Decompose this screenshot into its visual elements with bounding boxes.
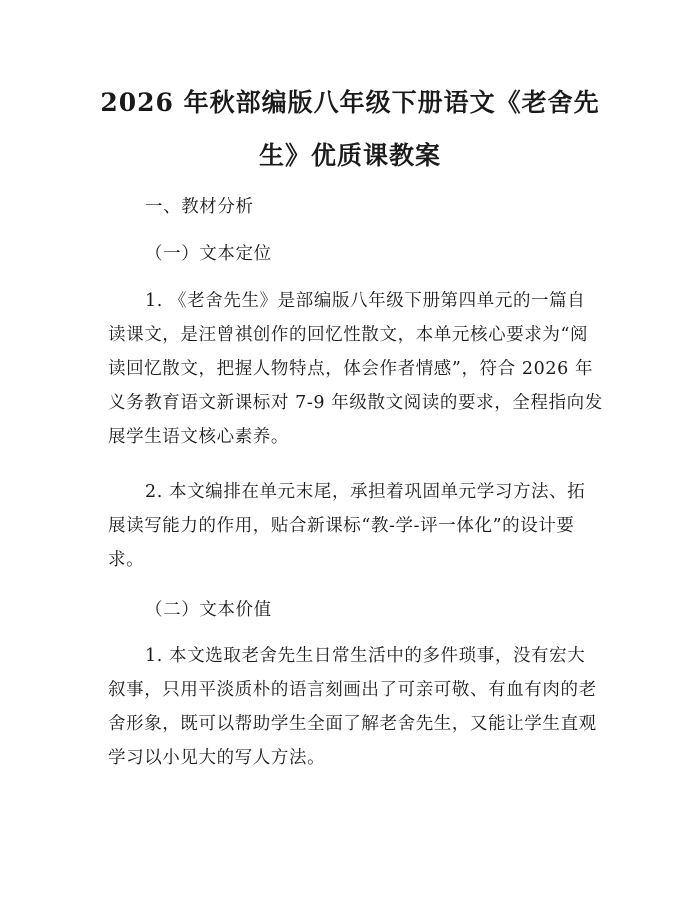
- paragraph-line: 1. 本文选取老舍先生日常生活中的多件琐事，没有宏大: [145, 646, 586, 666]
- paragraph-line: 2. 本文编排在单元末尾，承担着巩固单元学习方法、拓: [145, 482, 586, 502]
- paragraph-line: 展学生语文核心素养。: [108, 427, 289, 447]
- subsection-heading-value: （二）文本价值: [145, 600, 272, 620]
- subsection-heading-positioning: （一）文本定位: [145, 244, 272, 264]
- paragraph-line: 学习以小见大的写人方法。: [108, 748, 326, 768]
- paragraph-line: 求。: [108, 550, 145, 570]
- paragraph-line: 舍形象，既可以帮助学生全面了解老舍先生，又能让学生直观: [108, 714, 597, 734]
- paragraph-line: 展读写能力的作用，贴合新课标“教-学-评一体化”的设计要: [108, 516, 575, 536]
- paragraph-line: 读课文，是汪曾祺创作的回忆性散文，本单元核心要求为“阅: [108, 325, 589, 345]
- paragraph-line: 1. 《老舍先生》是部编版八年级下册第四单元的一篇自: [145, 291, 586, 311]
- document-title-line-1: 2026 年秋部编版八年级下册语文《老舍先: [100, 88, 600, 117]
- document-title-line-2: 生》优质课教案: [258, 141, 441, 170]
- paragraph-line: 读回忆散文，把握人物特点，体会作者情感”，符合 2026 年: [108, 359, 594, 379]
- paragraph-line: 义务教育语文新课标对 7-9 年级散文阅读的要求，全程指向发: [108, 393, 603, 413]
- section-heading-analysis: 一、教材分析: [145, 197, 254, 217]
- paragraph-line: 叙事，只用平淡质朴的语言刻画出了可亲可敬、有血有肉的老: [108, 680, 597, 700]
